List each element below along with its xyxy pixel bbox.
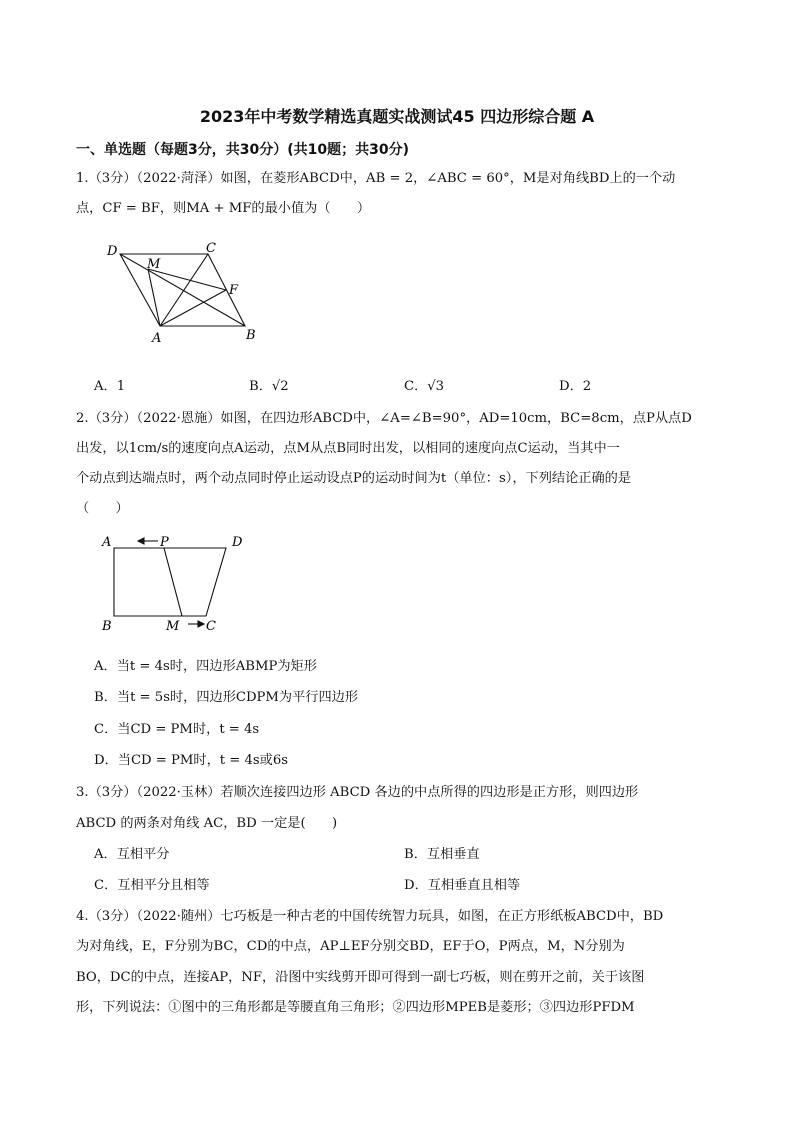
question-2-line-1: 2.（3分）（2022·恩施）如图，在四边形ABCD中，∠A=∠B=90°，AD=10cm，BC=8cm，点P从点D	[76, 411, 692, 426]
question-2-line-3: 个动点到达端点时，两个动点同时停止运动设点P的运动时间为t（单位：s），下列结论正确的是	[76, 471, 632, 486]
q3-option-a[interactable]: A．互相平分	[94, 847, 170, 862]
label-p: P	[160, 535, 169, 550]
q3-option-c[interactable]: C．互相平分且相等	[94, 878, 210, 893]
question-3-line-2: ABCD 的两条对角线 AC，BD 一定是( )	[76, 816, 338, 831]
q1-option-a[interactable]: A．1	[94, 379, 126, 394]
q2-option-b[interactable]: B．当t = 5s时，四边形CDPM为平行四边形	[94, 690, 359, 705]
q2-option-c[interactable]: C．当CD = PM时，t = 4s	[94, 722, 260, 737]
label-d2: D	[232, 535, 243, 550]
label-c: C	[206, 241, 216, 256]
q2-option-a[interactable]: A．当t = 4s时，四边形ABMP为矩形	[94, 659, 317, 674]
label-a2: A	[102, 535, 112, 550]
label-m: M	[147, 257, 161, 272]
label-c2: C	[206, 619, 216, 634]
segment-pm	[164, 548, 182, 616]
q3-option-b[interactable]: B．互相垂直	[404, 847, 480, 862]
label-f: F	[229, 283, 239, 298]
segment-ac	[160, 254, 208, 326]
label-m2: M	[166, 619, 180, 634]
question-1-line-1: 1.（3分）（2022·菏泽）如图，在菱形ABCD中，AB = 2，∠ABC = 60°，M是对角线BD上的一个动	[76, 171, 676, 186]
arrow-m-right-head	[198, 621, 204, 627]
question-2-line-2: 出发，以1cm/s的速度向点A运动，点M从点B同时出发，以相同的速度向点C运动，当其中一	[76, 441, 620, 456]
segment-mf	[148, 269, 226, 290]
question-4-line-3: BO，DC的中点，连接AP，NF，沿图中实线剪开即可得到一副七巧板，则在剪开之前，关于该图	[76, 970, 645, 985]
label-b2: B	[102, 619, 112, 634]
label-a: A	[152, 331, 162, 346]
question-4-line-2: 为对角线，E，F分别为BC，CD的中点，AP⊥EF分别交BD，EF于O，P两点，M，N分别为	[76, 939, 625, 954]
question-2-line-4: （ ）	[76, 501, 129, 516]
section-heading: 一、单选题（每题3分，共30分）(共10题；共30分)	[76, 142, 409, 158]
q1-option-c[interactable]: C．√3	[404, 379, 445, 394]
q1-option-b[interactable]: B．√2	[249, 379, 289, 394]
label-b: B	[246, 328, 256, 343]
trapezoid-outline	[114, 548, 226, 616]
segment-af	[160, 290, 226, 326]
question-4-line-4: 形，下列说法：①图中的三角形都是等腰直角三角形；②四边形MPEB是菱形；③四边形PFDM	[76, 1000, 635, 1015]
rhombus-figure	[100, 238, 270, 348]
label-d: D	[107, 244, 118, 259]
segment-am	[148, 269, 160, 326]
q2-option-d[interactable]: D．当CD = PM时，t = 4s或6s	[94, 753, 289, 768]
arrow-p-left-head	[138, 538, 144, 544]
page-title: 2023年中考数学精选真题实战测试45 四边形综合题 A	[199, 107, 595, 126]
q3-option-d[interactable]: D．互相垂直且相等	[404, 878, 521, 893]
question-3-line-1: 3.（3分）（2022·玉林）若顺次连接四边形 ABCD 各边的中点所得的四边形是正方形，则四边形	[76, 785, 639, 800]
question-4-line-1: 4.（3分）（2022·随州）七巧板是一种古老的中国传统智力玩具，如图，在正方形纸板ABCD中，BD	[76, 909, 664, 924]
question-1-line-2: 点，CF = BF，则MA + MF的最小值为（ ）	[76, 201, 371, 216]
q1-option-d[interactable]: D．2	[559, 379, 592, 394]
trapezoid-figure	[98, 530, 258, 640]
